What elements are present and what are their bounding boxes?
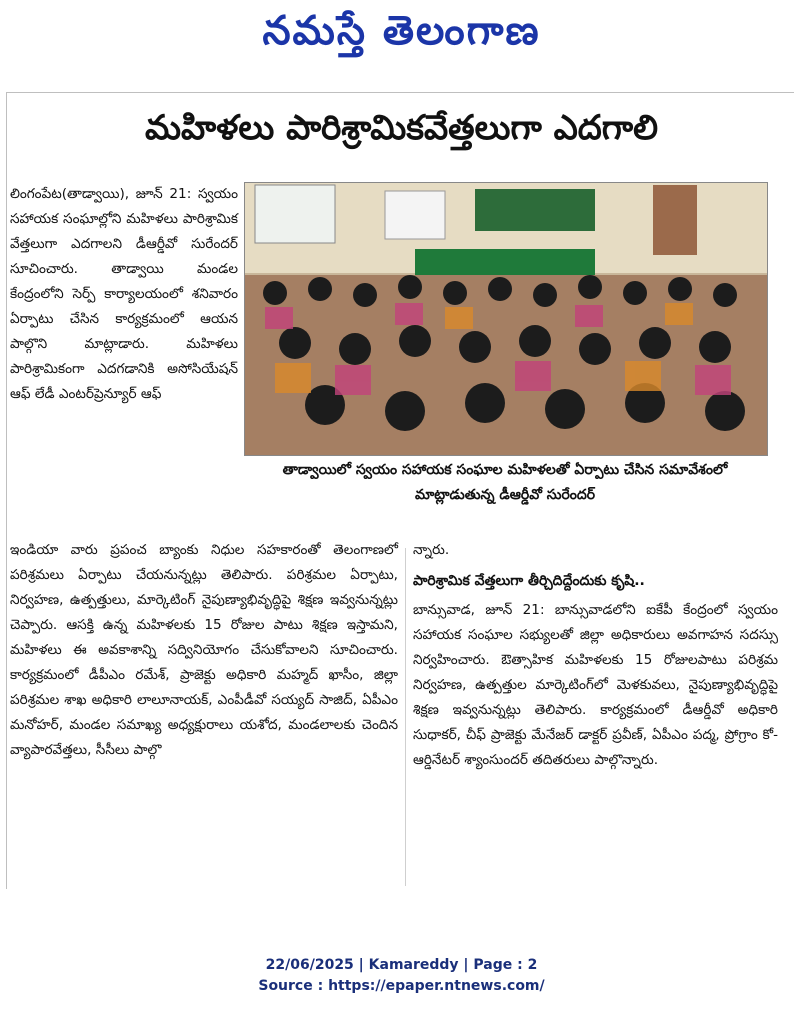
photo-caption: తాడ్వాయిలో స్వయం సహాయక సంఘాల మహిళలతో ఏర్పాటు చేసిన సమావేశంలో మాట్లాడుతున్న డీఆర్డీవో సురేందర్ <box>282 462 728 503</box>
footer-edition-info: 22/06/2025 | Kamareddy | Page : 2 <box>265 957 538 973</box>
article-headline: మహిళలు పారిశ్రామికవేత్తలుగా ఎదగాలి <box>144 108 659 148</box>
footer-source: Source : https://epaper.ntnews.com/ <box>258 978 545 994</box>
newspaper-masthead: నమస్తే తెలంగాణ <box>262 8 541 54</box>
article-photo <box>244 182 768 456</box>
column-divider <box>405 548 406 886</box>
right-body-text: బాన్సువాడ, జూన్ 21: బాన్సువాడలోని ఐకేపీ కేంద్రంలో స్వయం సహాయక సంఘాల సభ్యులతో జిల్లా అధికారులు అవగాహన సదస్సు నిర్వహించారు. ఔత్సాహిక మహిళలకు 15 రోజులపాటు పరిశ్రమ నిర్వహణ, ఉత్పత్తుల మార్కెటింగ్‌లో మెళకువలు, నైపుణ్యాభివృద్ధిపై శిక్షణ ఇవ్వనున్నట్లు తెలిపారు. కార్యక్రమంలో డీఆర్డీవో అధికారి సుధాకర్, చీఫ్ ప్రాజెక్టు మేనేజర్ డాక్టర్ ప్రవీణ్, ఏపీఎం పద్మ, ప్రోగ్రాం కో-ఆర్డినేటర్ శ్యాంసుందర్ తదితరులు పాల్గొన్నారు. <box>413 602 778 768</box>
article-body-right <box>413 538 778 773</box>
article-intro <box>10 182 238 407</box>
article-body-left <box>10 538 398 763</box>
meeting-crowd-image <box>245 183 767 455</box>
left-body-text: ఇండియా వారు ప్రపంచ బ్యాంకు నిధుల సహకారంతో తెలంగాణలో పరిశ్రమలు ఏర్పాటు చేయనున్నట్లు తెలిపారు. పరిశ్రమల ఏర్పాటు, నిర్వహణ, ఉత్పత్తులు, మార్కెటింగ్ నైపుణ్యాభివృద్ధిపై శిక్షణ ఇవ్వనున్నట్లు చెప్పారు. ఆసక్తి ఉన్న మహిళలకు 15 రోజుల పాటు శిక్షణ ఇస్తామని, మహిళలు ఈ అవకాశాన్ని సద్వినియోగం చేసుకోవాలని సూచించారు. కార్యక్రమంలో డీపీఎం రమేశ్, ప్రాజెక్టు అధికారి మహ్మద్ ఖాసీం, జిల్లా పరిశ్రమల శాఖ అధికారి లాలూనాయక్, ఎంపీడీవో సయ్యద్ సాజిద్, ఏపీఎం మనోహర్, మండల సమాఖ్య అధ్యక్షురాలు యశోద, మండలాలకు చెందిన వ్యాపారవేత్తలు, సీసీలు పాల్గొ <box>10 542 398 758</box>
right-body-start: న్నారు. <box>413 542 450 558</box>
intro-text: లింగంపేట(తాడ్వాయి), జూన్ 21: స్వయం సహాయక సంఘాల్లోని మహిళలు పారిశ్రామిక వేత్తలుగా ఎదగాలని డీఆర్డీవో సురేందర్ సూచించారు. తాడ్వాయి మండల కేంద్రంలోని సెర్ప్ కార్యాలయంలో శనివారం ఏర్పాటు చేసిన కార్యక్రమంలో ఆయన పాల్గొని మాట్లాడారు. మహిళలు పారిశ్రామికంగా ఎదగడానికి అసోసియేషన్ ఆఫ్ లేడీ ఎంటర్‌ప్రెన్యూర్ ఆఫ్ <box>10 186 238 402</box>
article-subheading: పారిశ్రామిక వేత్తలుగా తీర్చిదిద్దేందుకు కృషి.. <box>413 573 645 589</box>
